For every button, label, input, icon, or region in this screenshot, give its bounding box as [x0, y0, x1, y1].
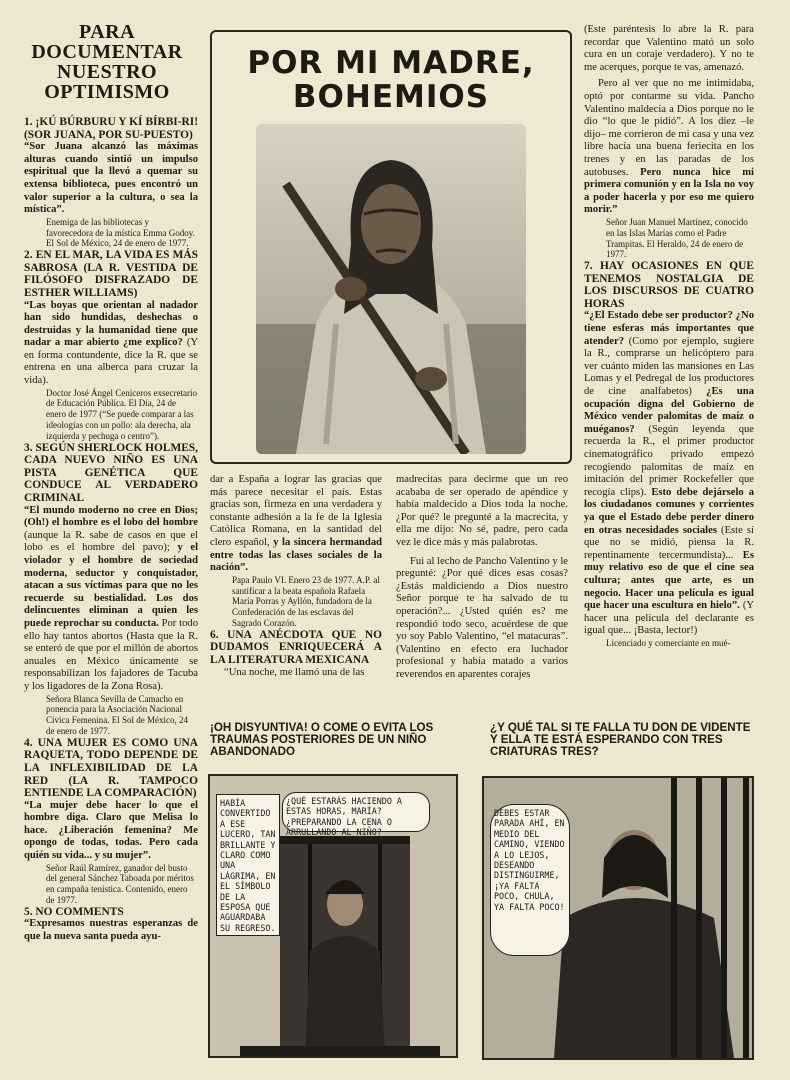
section-2-source: Doctor José Ángel Ceniceros exsecretario de Educación Pública. El Día, 24 de enero de 1977 (“Se puede comparar a las ideologías con un pollo: ala derecha, ala izquierda y pechuga o centro”). — [46, 387, 197, 441]
portrait-photo — [256, 124, 526, 454]
left-column — [24, 116, 198, 944]
valentino-paragraph-1: madrecitas para decirme que un reo acababa de ser operado de apéndice y había maldecido a Dios toda la noche. ¿Por qué? le pregunté a la macrecita, y ella me dijo: No sé, padre, pero cada vez le dice más y más palabrotas. — [396, 474, 568, 548]
vatican-source: Papa Paulo VI. Enero 23 de 1977. A.P. al santificar a la beata española Rafaela María Porras y Ayllón, fundadora de la Confederación de las esclavas del Sagrado Corazón. — [232, 574, 380, 628]
section-1-source: Enemiga de las bibliotecas y favorecedora de la mística Emma Godoy. El Sol de México, 24 de enero de 1977. — [46, 216, 195, 249]
vatican-paragraph-text: dar a España a lograr las gracias que más parece necesitar el país. Estas gracias son, firmeza en una verdadera y constante adhesión a la fe de la Iglesia Católica Romana, en la santidad del clero español, — [210, 474, 382, 548]
section-2-quote-bold: “Las boyas que orientan al nadador han sido hundidas, deshechas o destruidas y la humanidad tiene que nadar a mar abierto ¿me explico? — [24, 299, 198, 349]
middle-right-column — [396, 474, 568, 682]
comic-panel-left — [208, 774, 458, 1058]
left-panel-narration: HABÍA CONVERTIDO A ESE LUCERO, TAN BRILLANTE Y CLARO COMO UNA LÁGRIMA, EN EL SÍMBOLO DE LA ESPOSA QUE AGUARDABA SU REGRESO. — [216, 794, 280, 936]
section-3-quote-d: Por todo ello hay tantos abortos (Hasta que la R. se enteró de que por el millón de abortos anuales en México únicamente se responsabilizan los fajadores de Tacuba y los ligadores de la Zona Rosa). — [24, 617, 198, 692]
section-2-quote — [24, 300, 198, 388]
right-paragraph-1: (Este paréntesis lo abre la R. para recordar que Valentino mató un solo cura en un coraje verdadero). Y no te me acerques, porque te vas, amenazó. — [584, 24, 754, 73]
portrait-illustration — [256, 124, 526, 454]
section-7-quote — [584, 310, 754, 637]
photo-title-line-2: BOHEMIOS — [292, 79, 490, 115]
comic-caption-left: ¡OH DISYUNTIVA! O COME O EVITA LOS TRAUMAS POSTERIORES DE UN NIÑO ABANDONADO — [210, 721, 434, 758]
section-6-heading: 6. UNA ANÉCDOTA QUE NO DUDAMOS ENRIQUECERÁ A LA LITERATURA MEXICANA — [210, 628, 382, 666]
section-3-quote — [24, 505, 198, 694]
section-7-c: ¿Es una ocupación digna del Gobierno de México vender palomitas de maíz o muéganos? — [584, 386, 754, 435]
section-5-quote: “Expresamos nuestras esperanzas de que la nueva santa pueda ayu- — [24, 918, 198, 943]
vatican-paragraph-bold: y la sincera hermandad entre todas las clases sociales de la nación”. — [210, 536, 383, 574]
left-panel-speech-bubble: ¿QUÉ ESTARÁS HACIENDO A ESTAS HORAS, MARÍA? ¿PREPARANDO LA CENA O ARRULLANDO AL NIÑO? — [282, 792, 430, 832]
section-3-quote-b: (aunque la R. sabe de casos en que el lobo es el hombre del pavo); — [24, 529, 198, 554]
right-paragraph-2-text: Pero al ver que no me intimidaba, optó por contarme su vida. Pancho Valentino maldecía a Dios porque no le dio “lo que le pidió”. A los diez –le dijo– me corrieron de mi casa y una vez libre hacía una buena feriecita en los trenes y en las paradas de los autobuses. — [584, 78, 754, 178]
section-4-quote: “La mujer debe hacer lo que el hombre diga. Claro que Melisa lo hace. ¿Liberación femenina? Me opongo de todas, todas. Pero cada quién su vida... y su mujer”. — [24, 799, 198, 862]
section-7-source: Licenciado y comerciante en mué- — [606, 637, 731, 648]
page-title: PARA DOCUMENTAR NUESTRO OPTIMISMO — [31, 21, 183, 103]
section-7-d: (Según leyenda que recuerda la R., el primer productor cinematográfico privado empezó recogiendo palomitas de maíz en imitación del primer Rockefeller que recogía clips). — [584, 423, 754, 498]
vatican-paragraph — [210, 474, 382, 575]
middle-left-column — [210, 474, 382, 679]
valentino-paragraph-2: Fui al lecho de Pancho Valentino y le pregunté: ¿Por qué dices esas cosas? ¿Estás maldiciendo a Dios nuestro Señor porque te ha salvado de tu operación?... ¿Usted quién es? me respondió todo seco, acuérdese de que yo soy Pablo Valentino, “el matacuras”. (Valentino en efecto era luchador profesional y había matado a varios reverendos en aparentes corajes — [396, 555, 568, 680]
section-1-quote: “Sor Juana alcanzó las máximas alturas cuando sintió un impulso espiritual que la llevó a quemar su extensa biblioteca, pues encontró un valor superior a la cultura, o sea la mística”. — [24, 141, 198, 216]
right-panel-speech-bubble: DEBES ESTAR PARADA AHÍ, EN MEDIO DEL CAMINO, VIENDO A LO LEJOS, DESEANDO DISTINGUIRME, ¡YA FALTA POCO, CHULA, YA FALTA POCO! — [490, 804, 570, 956]
section-7-e: Esto debe dejárselo a los ciudadanos comunes y corrientes ya que el Estado debe perder dinero en otras necesidades sociales — [584, 486, 754, 536]
section-7-b: (Como por ejemplo, sugiere la R., comprarse un helicóptero para ver cuánto miden las mansiones en Las Lomas y el Pedregal de los productores de cine analfabetos) — [584, 335, 754, 398]
section-2-quote-rest: (Y en forma contundente, dice la R. que se entrena en una alberca para cruzar la vida). — [24, 337, 198, 387]
section-7-a: “¿El Estado debe ser productor? ¿No tiene esferas más importantes que atender? — [584, 310, 754, 347]
right-paragraph-2 — [584, 78, 754, 217]
comic-caption-right: ¿Y QUÉ TAL SI TE FALLA TU DON DE VIDENTE Y ELLA TE ESTÁ ESPERANDO CON TRES CRIATURAS TRES? — [490, 721, 751, 758]
section-3-heading: 3. SEGÚN SHERLOCK HOLMES, CADA NUEVO NIÑO ES UNA PISTA GENÉTICA QUE CONDUCE AL VERDADERO CRIMINAL — [24, 441, 198, 505]
section-7-f: (Este sí que no se midió, piensa la R. repentinamente tercermundista)... — [584, 524, 754, 561]
section-6-start: “Una noche, me llamó una de las — [224, 666, 365, 678]
section-3-source: Señora Blanca Sevilla de Camacho en ponencia para la Asociación Nacional Cívica Femenina. El Sol de México, 24 de enero de 1977. — [46, 693, 188, 736]
section-4-source: Señor Raúl Ramírez, ganador del busto del general Sánchez Taboada por méritos en campaña tenística. Contenido, enero de 1977. — [46, 862, 194, 906]
section-7-heading: 7. HAY OCASIONES EN QUE TENEMOS NOSTALGIA DE LOS DISCURSOS DE CUATRO HORAS — [584, 260, 754, 310]
section-3-quote-c: y el violador y el hombre de sociedad moderna, seductor y conquistador, atacan a sus víctimas para que no les recuerde su bestialidad. Los dos delincuentes eliminan a quien les puede reprochar su conducta. — [24, 542, 199, 629]
right-column — [584, 24, 754, 649]
right-paragraph-2-source: Señor Juan Manuel Martínez, conocido en las Islas Marías como el Padre Trampitas. El Heraldo, 24 de enero de 1977. — [606, 216, 748, 260]
section-7-h: (Y hacer una película del declarante es igual que... ¡Basta, lector!) — [584, 600, 754, 637]
photo-title-line-1: POR MI MADRE, — [247, 45, 535, 81]
section-2-heading: 2. EN EL MAR, LA VIDA ES MÁS SABROSA (LA R. VESTIDA DE FILÓSOFO DISFRAZADO DE ESTHER WILLIAMS) — [24, 249, 198, 299]
section-4-heading: 4. UNA MUJER ES COMO UNA RAQUETA, TODO DEPENDE DE LA INFLEXIBILIDAD DE LA RED (LA R. TAMPOCO ENTIENDE LA COMPARACIÓN) — [24, 736, 198, 800]
right-paragraph-2-bold: Pero nunca hice mi primera comunión y en la Isla no voy a poder hacerla y por eso me quiero morir.” — [584, 166, 754, 216]
comic-panel-right — [482, 776, 754, 1060]
feature-photo-frame — [210, 30, 572, 464]
section-7-g: Es muy relativo eso de que el cine sea cultura; antes que arte, es un negocio. Hacer una película es igual que hacer una escultura en hielo”. — [584, 549, 754, 612]
photo-title — [212, 46, 570, 114]
section-5-heading: 5. NO COMMENTS — [24, 905, 124, 918]
section-1-heading: 1. ¡KÚ BÚRBURU Y KÍ BÍRBI-RI! (SOR JUANA, POR SU-PUESTO) — [24, 116, 198, 141]
section-3-quote-a: “El mundo moderno no cree en Dios; (Oh!) el hombre es el lobo del hombre — [24, 504, 198, 529]
